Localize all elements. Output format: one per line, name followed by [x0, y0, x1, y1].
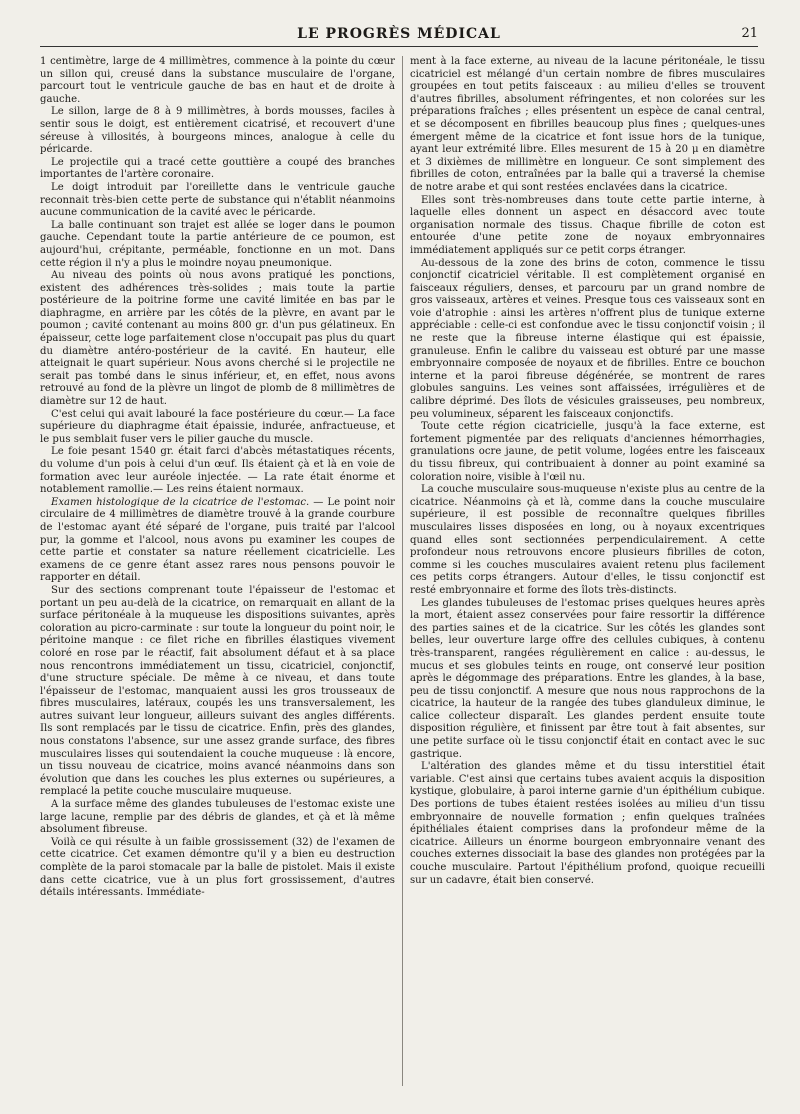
- left-column: [40, 56, 395, 900]
- column-divider: [402, 56, 403, 1086]
- paragraph: Voilà ce qui résulte à un faible grossissement (32) de l'examen de cette cicatrice. Cet examen démontre qu'il y a bien eu destruction complète de la paroi stomacale par la balle de pistolet. Mais il existe dans cette cicatrice, vue à un plus fort grossissement, d'autres détails intéressants. Immédiate-: [40, 836, 395, 899]
- right-column: [410, 56, 765, 887]
- paragraph: La couche musculaire sous-muqueuse n'existe plus au centre de la cicatrice. Néanmoins çà et là, comme dans la couche musculaire supérieure, il est possible de reconnaître quelques fibrilles musculaires lisses disposées en long, ou à noyaux excentriques quand elles sont sectionnées perpendiculairement. A cette profondeur nous retrouvons encore plusieurs fibrilles de coton, comme si les couches musculaires avaient retenu plus facilement ces petits corps étrangers. Autour d'elles, le tissu conjonctif est resté embryonnaire et forme des îlots très-distincts.: [410, 484, 765, 596]
- paragraph: Le doigt introduit par l'oreillette dans le ventricule gauche reconnait très-bien cette perte de substance qui n'établit néanmoins aucune communication de la cavité avec le péricarde.: [40, 181, 395, 219]
- paragraph: 1 centimètre, large de 4 millimètres, commence à la pointe du cœur un sillon qui, creusé dans la substance musculaire de l'organe, parcourt tout le ventricule gauche de bas en haut et de droite à gauche.: [40, 56, 395, 105]
- paragraph: Les glandes tubuleuses de l'estomac prises quelques heures après la mort, étaient assez conservées pour faire ressortir la différence des parties saines et de la cicatrice. Sur les côtés les glandes sont belles, leur ouverture large offre des cellules cubiques, à contenu très-transparent, rangées régulièrement en calice : au-dessus, le mucus et ses globules teints en rouge, ont conservé leur position après le dégommage des préparations. Entre les glandes, à la base, peu de tissu conjonctif. A mesure que nous nous rapprochons de la cicatrice, la hauteur de la rangée des tubes glanduleux diminue, le calice collecteur disparaît. Les glandes perdent ensuite toute disposition régulière, et finissent par être tout à fait absentes, sur une petite surface où le tissu conjonctif était en contact avec le suc gastrique.: [410, 597, 765, 760]
- paragraph: Le projectile qui a tracé cette gouttière a coupé des branches importantes de l'artère coronaire.: [40, 156, 395, 181]
- page-header: [40, 24, 758, 47]
- paragraph: L'altération des glandes même et du tissu interstitiel était variable. C'est ainsi que certains tubes avaient acquis la disposition kystique, globulaire, à paroi interne garnie d'un épithélium cubique. Des portions de tubes étaient restées isolées au milieu d'un tissu embryonnaire de nouvelle formation ; enfin quelques traînées épithéliales étaient comprises dans la profondeur même de la cicatrice. Ailleurs un énorme bourgeon embryonnaire venant des couches externes dissociait la base des glandes non protégées par la couche musculaire. Partout l'épithélium profond, quoique recueilli sur un cadavre, était bien conservé.: [410, 761, 765, 886]
- paragraph: Le foie pesant 1540 gr. était farci d'abcès métastatiques récents, du volume d'un pois à celui d'un œuf. Ils étaient çà et là en voie de formation avec leur auréole injectée. — La rate était énorme et notablement ramollie.— Les reins étaient normaux.: [40, 446, 395, 496]
- journal-title: LE PROGRÈS MÉDICAL: [297, 26, 501, 42]
- page-number: 21: [741, 26, 758, 41]
- paragraph: ment à la face externe, au niveau de la lacune péritonéale, le tissu cicatriciel est mélangé d'un certain nombre de fibres musculaires groupées en tout petits faisceaux : au milieu d'elles se trouvent d'autres fibrilles, absolument réfringentes, et non colorées sur les préparations fraîches ; elles présentent un espèce de canal central, et se décomposent en fibrilles beaucoup plus fines ; quelques-unes émergent même de la cicatrice et font issue hors de la tunique, ayant leur extrémité libre. Elles mesurent de 15 à 20 μ en diamètre et 3 dixièmes de millimètre en longueur. Ce sont simplement des fibrilles de coton, entraînées par la balle qui a traversé la chemise de notre arabe et qui sont restées enclavées dans la cicatrice.: [410, 56, 765, 193]
- paragraph: Au niveau des points où nous avons pratiqué les ponctions, existent des adhérences très-solides ; mais toute la partie postérieure de la poitrine forme une cavité limitée en bas par le diaphragme, en arrière par les côtés de la plèvre, en avant par le poumon ; cavité contenant au moins 800 gr. d'un pus gélatineux. En épaisseur, cette loge parfaitement close n'occupait pas plus du quart du diamètre antéro-postérieur de la cavité. En hauteur, elle atteignait le quart supérieur. Nous avons cherché si le projectile ne serait pas tombé dans le sinus inférieur, et, en effet, nous avons retrouvé au fond de la plèvre un lingot de plomb de 8 millimètres de diamètre sur 12 de haut.: [40, 270, 395, 408]
- paragraph: Sur des sections comprenant toute l'épaisseur de l'estomac et portant un peu au-delà de la cicatrice, on remarquait en allant de la surface péritonéale à la muqueuse les dispositions suivantes, après coloration au picro-carminate : sur toute la longueur du point noir, le péritoine manque : ce filet riche en fibrilles élastiques vivement coloré en rose par le réactif, fait absolument défaut et à sa place nous rencontrons immédiatement un tissu, cicatriciel, conjonctif, d'une structure spéciale. De même à ce niveau, et dans toute l'épaisseur de l'estomac, manquaient aussi les gros trousseaux de fibres musculaires, latéraux, coupés les uns transversalement, les autres suivant leur longueur, ailleurs suivant des angles différents. Ils sont remplacés par le tissu de cicatrice. Enfin, près des glandes, nous constatons l'absence, sur une assez grande surface, des fibres musculaires lisses qui soutendaient la couche muqueuse : là encore, un tissu nouveau de cicatrice, moins avancé néanmoins dans son évolution que dans les couches les plus externes ou supérieures, a remplacé la petite couche musculaire muqueuse.: [40, 584, 395, 798]
- section-heading: Examen histologique de la cicatrice de l'estomac.: [51, 496, 310, 508]
- paragraph: La balle continuant son trajet est allée se loger dans le poumon gauche. Cependant toute la partie antérieure de ce poumon, est aujourd'hui, crépitante, perméable, fonctionne en un mot. Dans cette région il n'y a plus le moindre noyau pneumonique.: [40, 219, 395, 269]
- paragraph: A la surface même des glandes tubuleuses de l'estomac existe une large lacune, remplie par des débris de glandes, et çà et là même absolument fibreuse.: [40, 799, 395, 836]
- paragraph: Toute cette région cicatricielle, jusqu'à la face externe, est fortement pigmentée par des reliquats d'anciennes hémorrhagies, granulations ocre jaune, de petit volume, logées entre les faisceaux du tissu fibreux, qui contribuaient à donner au point examiné sa coloration noire, visible à l'œil nu.: [410, 421, 765, 483]
- section-heading-paragraph: Examen histologique de la cicatrice de l'estomac. — Le point noir circulaire de 4 millimètres de diamètre trouvé à la grande courbure de l'estomac ayant été séparé de l'organe, puis traité par l'alcool pur, la gomme et l'alcool, nous avons pu examiner les coupes de cette partie et constater sa nature réellement cicatricielle. Les examens de ce genre étant assez rares nous pensons pouvoir le rapporter en détail.: [40, 496, 395, 584]
- paragraph: C'est celui qui avait labouré la face postérieure du cœur.— La face supérieure du diaphragme était épaissie, indurée, anfractueuse, et le pus semblait fuser vers le pilier gauche du muscle.: [40, 408, 395, 445]
- paragraph: Elles sont très-nombreuses dans toute cette partie interne, à laquelle elles donnent un aspect en désaccord avec toute organisation normale des tissus. Chaque fibrille de coton est entourée d'une petite zone de noyaux embryonnaires immédiatement appliqués sur ce petit corps étranger.: [410, 194, 765, 256]
- paragraph: Au-dessous de la zone des brins de coton, commence le tissu conjonctif cicatriciel véritable. Il est complètement organisé en faisceaux réguliers, denses, et parcouru par un grand nombre de gros vaisseaux, artères et veines. Presque tous ces vaisseaux sont en voie d'atrophie : ainsi les artères n'offrent plus de tunique externe appréciable : celle-ci est confondue avec le tissu conjonctif voisin ; il ne reste que la fibreuse interne élastique qui est épaissie, granuleuse. Enfin le calibre du vaisseau est obturé par une masse embryonnaire composée de noyaux et de fibrilles. Entre ce bouchon interne et la paroi fibreuse dégénérée, se montrent de rares globules sanguins. Les veines sont affaissées, irrégulières et de calibre déprimé. Des îlots de vésicules graisseuses, peu nombreux, peu volumineux, séparent les faisceaux conjonctifs.: [410, 257, 765, 420]
- paragraph: Le sillon, large de 8 à 9 millimètres, à bords mousses, faciles à sentir sous le doigt, est entièrement cicatrisé, et recouvert d'une séreuse à villosités, à bourgeons minces, analogue à celle du péricarde.: [40, 106, 395, 156]
